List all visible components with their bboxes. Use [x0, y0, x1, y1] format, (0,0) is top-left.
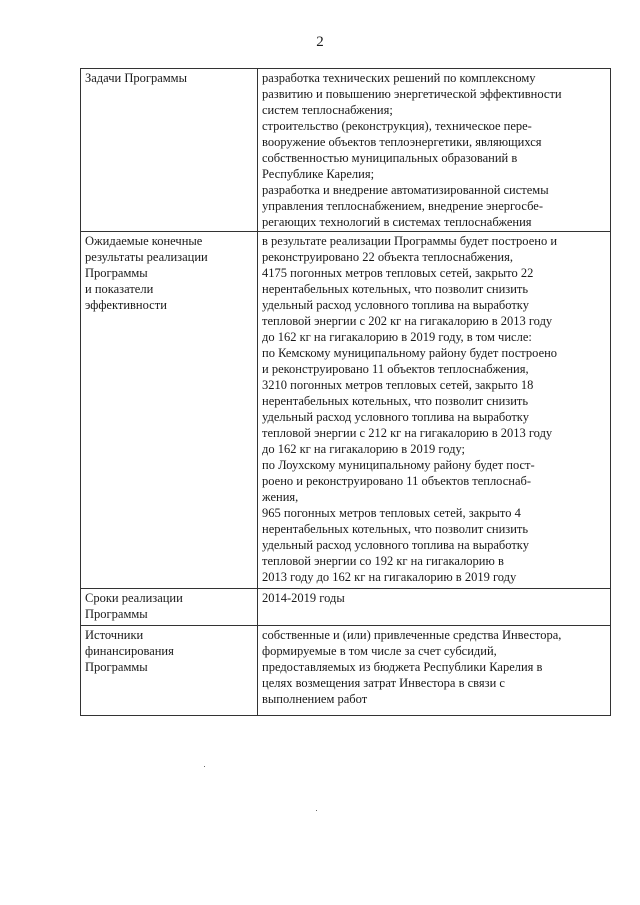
value-line: 2013 году до 162 кг на гигакалорию в 2019 году	[262, 570, 517, 584]
value-line: и реконструировано 11 объектов теплоснабжения,	[262, 362, 529, 376]
value-line: 3210 погонных метров тепловых сетей, закрыто 18	[262, 378, 534, 392]
value-line: удельный расход условного топлива на выработку	[262, 298, 529, 312]
value-line: тепловой энергии с 212 кг на гигакалорию в 2013 году	[262, 426, 553, 440]
value-line: в результате реализации Программы будет построено и	[262, 234, 558, 248]
label-line: финансирования	[85, 644, 174, 658]
value-line: тепловой энергии с 202 кг на гигакалорию в 2013 году	[262, 314, 553, 328]
scan-speck	[204, 766, 205, 767]
value-line: строительство (реконструкция), техническое пере-	[262, 119, 532, 133]
row-label-period	[81, 589, 258, 626]
value-line: формируемые в том числе за счет субсидий,	[262, 644, 497, 658]
value-line: тепловой энергии со 192 кг на гигакалорию в	[262, 554, 504, 568]
value-line: вооружение объектов теплоэнергетики, являющихся	[262, 135, 542, 149]
label-line: эффективности	[85, 298, 167, 312]
row-label-funding	[81, 626, 258, 716]
value-line: развитию и повышению энергетической эффективности	[262, 87, 562, 101]
value-line: 965 погонных метров тепловых сетей, закрыто 4	[262, 506, 521, 520]
label-line: Источники	[85, 628, 144, 642]
value-line: 2014-2019 годы	[262, 591, 345, 605]
value-line: жения,	[262, 490, 299, 504]
table-row-period	[81, 589, 611, 626]
value-line: 4175 погонных метров тепловых сетей, закрыто 22	[262, 266, 534, 280]
value-line: собственные и (или) привлеченные средства Инвестора,	[262, 628, 562, 642]
value-line: Республике Карелия;	[262, 167, 375, 181]
row-label-expected-results	[81, 232, 258, 589]
value-line: нерентабельных котельных, что позволит снизить	[262, 282, 529, 296]
value-line: роено и реконструировано 11 объектов теплоснаб-	[262, 474, 532, 488]
row-label-tasks	[81, 69, 258, 232]
value-line: выполнением работ	[262, 692, 368, 706]
label-line: Ожидаемые конечные	[85, 234, 203, 248]
page-number: 2	[316, 34, 324, 50]
value-line: предоставляемых из бюджета Республики Карелия в	[262, 660, 543, 674]
label-line: Программы	[85, 607, 148, 621]
table-row-expected-results	[81, 232, 611, 589]
label-line: Задачи Программы	[85, 71, 187, 85]
value-line: управления теплоснабжением, внедрение энергосбе-	[262, 199, 543, 213]
label-line: Сроки реализации	[85, 591, 183, 605]
value-line: систем теплоснабжения;	[262, 103, 393, 117]
table-row-funding	[81, 626, 611, 716]
value-line: нерентабельных котельных, что позволит снизить	[262, 394, 529, 408]
value-line: собственностью муниципальных образований в	[262, 151, 518, 165]
label-line: и показатели	[85, 282, 154, 296]
label-line: результаты реализации	[85, 250, 208, 264]
value-line: по Кемскому муниципальному району будет построено	[262, 346, 558, 360]
value-line: удельный расход условного топлива на выработку	[262, 538, 529, 552]
row-value-period	[258, 589, 611, 626]
row-value-expected-results	[258, 232, 611, 589]
value-line: реконструировано 22 объекта теплоснабжения,	[262, 250, 513, 264]
value-line: разработка технических решений по комплексному	[262, 71, 536, 85]
value-line: целях возмещения затрат Инвестора в связи с	[262, 676, 505, 690]
value-line: по Лоухскому муниципальному району будет пост-	[262, 458, 535, 472]
label-line: Программы	[85, 660, 148, 674]
value-line: нерентабельных котельных, что позволит снизить	[262, 522, 529, 536]
table-row-tasks	[81, 69, 611, 232]
value-line: удельный расход условного топлива на выработку	[262, 410, 529, 424]
value-line: разработка и внедрение автоматизированной системы	[262, 183, 549, 197]
value-line: регающих технологий в системах теплоснабжения	[262, 215, 532, 229]
label-line: Программы	[85, 266, 148, 280]
value-line: до 162 кг на гигакалорию в 2019 году, в том числе:	[262, 330, 532, 344]
program-passport-table	[80, 68, 611, 716]
scan-speck	[316, 810, 317, 811]
value-line: до 162 кг на гигакалорию в 2019 году;	[262, 442, 465, 456]
row-value-funding	[258, 626, 611, 716]
row-value-tasks	[258, 69, 611, 232]
